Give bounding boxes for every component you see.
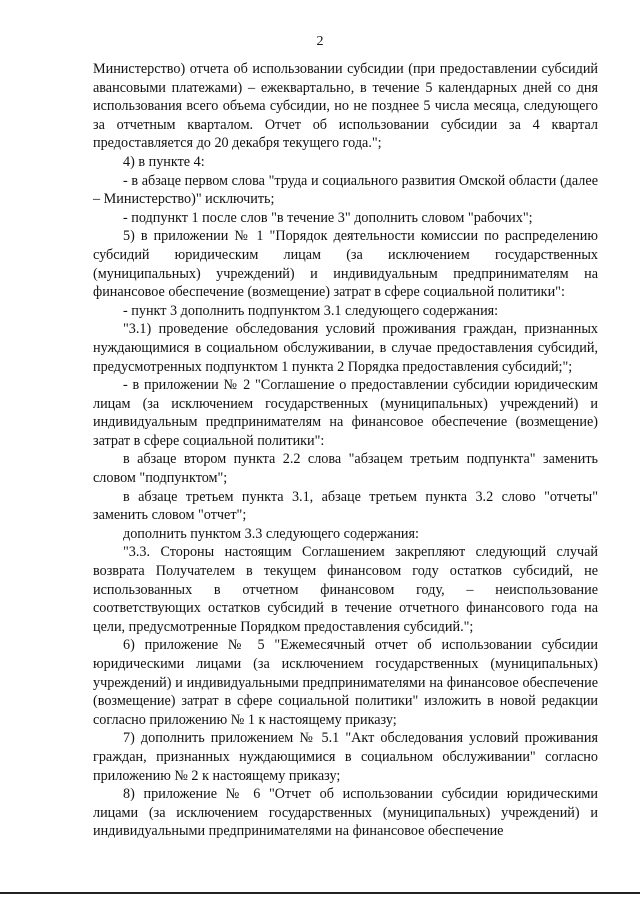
paragraph-item-6: 6) приложение № 5 "Ежемесячный отчет об использовании субсидии юридическими лицами (за исключением государственных (муниципальных) учреждений) и индивидуальными предпринимателями на финансовое обеспечение (возмещение) затрат в сфере социальной политики" изложить в новой редакции согласно приложению № 1 к настоящему приказу;: [93, 637, 598, 728]
paragraph-quote-3-1: "3.1) проведение обследования условий проживания граждан, признанных нуждающимися в социальном обслуживании, в случае предоставления субсидий, предусмотренных подпунктом 1 пункта 2 Порядка предоставления субсидий;";: [93, 321, 598, 375]
paragraph-appendix-2-add-3-3: дополнить пунктом 3.3 следующего содержания:: [123, 525, 419, 542]
paragraph-item-8: 8) приложение № 6 "Отчет об использовании субсидии юридическими лицами (за исключением государственных (муниципальных) учреждений) и индивидуальными предпринимателями на финансовое обеспечение: [93, 786, 598, 840]
page-bottom-edge: [0, 892, 640, 894]
paragraph-appendix-2-point-3-1: в абзаце третьем пункта 3.1, абзаце третьем пункта 3.2 слово "отчеты" заменить словом "отчет";: [93, 488, 598, 524]
page-number: 2: [316, 34, 324, 49]
paragraph-item-5: 5) в приложении № 1 "Порядок деятельности комиссии по распределению субсидий юридическим лицам (за исключением государственных (муниципальных) учреждений) и индивидуальным предпринимателям на финансовое обеспечение (возмещение) затрат в сфере социальной политики":: [93, 228, 598, 301]
paragraph-item-4-first: - в абзаце первом слова "труда и социального развития Омской области (далее – Министерство)" исключить;: [93, 172, 598, 208]
paragraph-item-4-second: - подпункт 1 после слов "в течение 3" дополнить словом "рабочих";: [123, 209, 533, 226]
paragraph-item-5-point-3: - пункт 3 дополнить подпунктом 3.1 следующего содержания:: [123, 302, 499, 319]
paragraph-appendix-2: - в приложении № 2 "Соглашение о предоставлении субсидии юридическим лицам (за исключением государственных (муниципальных) учреждений) и индивидуальным предпринимателям на финансовое обеспечение (возмещение) затрат в сфере социальной политики":: [93, 377, 598, 449]
paragraph-quote-3-3: "3.3. Стороны настоящим Соглашением закрепляют следующий случай возврата Получателем в текущем финансовом году остатков субсидий, не использованных в отчетном финансовом году, – неиспользование соответствующих остатков субсидий в течение отчетного финансового года на цели, предусмотренные Порядком предоставления субсидий.";: [93, 544, 598, 635]
paragraph-continuation: Министерство) отчета об использовании субсидии (при предоставлении субсидий авансовыми платежами) – ежеквартально, в течение 5 календарных дней со дня использования всего объема субсидии, но не позднее 5 числа месяца, следующего за отчетным кварталом. Отчет об использовании субсидии за 4 квартал предоставляется до 20 декабря текущего года.";: [93, 61, 598, 152]
paragraph-appendix-2-point-2-2: в абзаце втором пункта 2.2 слова "абзацем третьим подпункта" заменить словом "подпунктом";: [93, 451, 598, 487]
paragraph-item-7: 7) дополнить приложением № 5.1 "Акт обследования условий проживания граждан, признанных нуждающимися в социальном обслуживании" согласно приложению № 2 к настоящему приказу;: [93, 730, 598, 784]
document-body: [93, 60, 598, 841]
paragraph-item-4: 4) в пункте 4:: [123, 153, 205, 170]
